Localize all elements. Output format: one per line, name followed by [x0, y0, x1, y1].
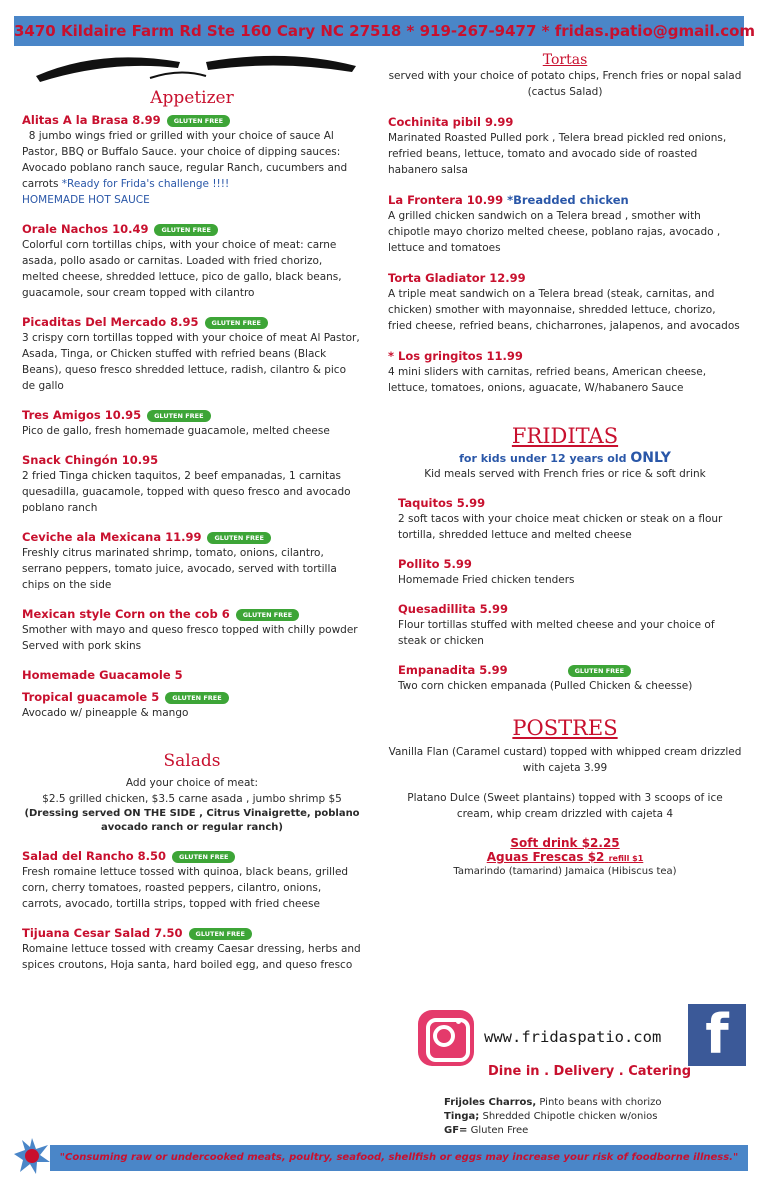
tortas-title: Tortas	[542, 52, 588, 68]
gluten-free-badge: GLUTEN FREE	[207, 532, 270, 544]
soft-drink-price: Soft drink $2.25	[510, 836, 620, 850]
menu-item	[22, 667, 362, 683]
menu-item	[22, 689, 362, 721]
item-name: Torta Gladiator 12.99	[388, 271, 526, 285]
right-column	[388, 52, 742, 880]
menu-item	[22, 452, 362, 516]
menu-item	[22, 221, 362, 301]
salads-prices: $2.5 grilled chicken, $3.5 carne asada , jumbo shrimp $5	[42, 793, 342, 805]
appetizer-title: Appetizer	[150, 88, 234, 108]
item-name: Taquitos 5.99	[398, 496, 486, 510]
menu-item	[388, 348, 742, 396]
item-name: Snack Chingón 10.95	[22, 453, 159, 467]
item-name: Cochinita pibil 9.99	[388, 115, 514, 129]
item-desc: 3 crispy corn tortillas topped with your choice of meat Al Pastor, Asada, Tinga, or Chicken stuffed with refried beans (Black Beans), queso fresco shredded lettuce, radish, cilantro & pico de gallo	[22, 332, 360, 392]
menu-item	[22, 848, 362, 912]
legend-row: Frijoles Charros, Pinto beans with chorizo	[444, 1097, 662, 1108]
gluten-free-badge: GLUTEN FREE	[236, 609, 299, 621]
friditas-intro: Kid meals served with French fries or rice & soft drink	[424, 468, 706, 480]
item-desc: Romaine lettuce tossed with creamy Caesar dressing, herbs and spices croutons, Hoja santa, hard boiled egg, and queso fresco	[22, 943, 361, 971]
item-name: Ceviche ala Mexicana 11.99 GLUTEN FREE	[22, 529, 362, 545]
gluten-free-badge: GLUTEN FREE	[172, 851, 235, 863]
instagram-icon[interactable]	[418, 1010, 474, 1066]
gluten-free-badge: GLUTEN FREE	[205, 317, 268, 329]
aguas-flavors: Tamarindo (tamarind) Jamaica (Hibiscus tea)	[453, 866, 677, 877]
item-name: Salad del Rancho 8.50 GLUTEN FREE	[22, 848, 362, 864]
gluten-free-badge: GLUTEN FREE	[154, 224, 217, 236]
menu-item	[22, 529, 362, 593]
menu-item	[388, 270, 742, 334]
menu-item	[22, 606, 362, 654]
item-desc: Fresh romaine lettuce tossed with quinoa, black beans, grilled corn, cherry tomatoes, roasted peppers, cilantro, onions, carrots, avocado, tortilla strips, topped with fried cheese	[22, 866, 349, 910]
legend	[444, 1096, 661, 1138]
salads-dressing-note: (Dressing served ON THE SIDE , Citrus Vinaigrette, poblano avocado ranch or regular ranch)	[24, 808, 360, 833]
item-name: Homemade Guacamole 5	[22, 668, 183, 682]
item-name: Tijuana Cesar Salad 7.50 GLUTEN FREE	[22, 925, 362, 941]
item-desc: 4 mini sliders with carnitas, refried beans, American cheese, lettuce, tomatoes, onions, aguacate, W/habanero Sauce	[388, 366, 707, 394]
item-name: Mexican style Corn on the cob 6 GLUTEN FREE	[22, 606, 362, 622]
item-desc: Freshly citrus marinated shrimp, tomato, onions, cilantro, serrano peppers, tomato juice, avocado, served with tortilla chips on the side	[22, 547, 337, 591]
item-name: Empanadita 5.99 GLUTEN FREE	[398, 662, 742, 678]
legend-row: GF= Gluten Free	[444, 1125, 529, 1136]
menu-item	[398, 556, 742, 588]
item-name: Alitas A la Brasa 8.99 GLUTEN FREE	[22, 112, 362, 128]
item-name: * Los gringitos 11.99	[388, 349, 523, 363]
item-desc: Homemade Fried chicken tenders	[398, 574, 575, 586]
services-line: Dine in . Delivery . Catering	[488, 1064, 692, 1079]
gluten-free-badge: GLUTEN FREE	[147, 410, 210, 422]
item-name: Picaditas Del Mercado 8.95 GLUTEN FREE	[22, 314, 362, 330]
item-name: Orale Nachos 10.49 GLUTEN FREE	[22, 221, 362, 237]
menu-item	[398, 601, 742, 649]
starburst-icon	[14, 1138, 50, 1174]
salads-title: Salads	[163, 751, 221, 771]
item-desc: 8 jumbo wings fried or grilled with your choice of sauce Al Pastor, BBQ or Buffalo Sauce. your choice of dipping sauces: Avocado poblano ranch sauce, regular Ranch, cucumbers and carrots *Ready for Frida's challenge !!!!	[22, 130, 348, 190]
eyebrows-decoration-icon	[30, 46, 360, 88]
item-desc: Flour tortillas stuffed with melted cheese and your choice of steak or chicken	[398, 619, 715, 647]
item-desc: Smother with mayo and queso fresco topped with chilly powder Served with pork skins	[22, 624, 358, 652]
friditas-title: FRIDITAS	[511, 424, 619, 448]
breaded-chicken-tag: *Breadded chicken	[507, 193, 629, 207]
item-desc: Two corn chicken empanada (Pulled Chicken & cheesse)	[398, 680, 693, 692]
item-desc: A triple meat sandwich on a Telera bread (steak, carnitas, and chicken) smother with mayonnaise, shredded lettuce, chorizo, fried cheese, refried beans, chicharrones, jalapenos, and avocados	[388, 288, 740, 332]
gluten-free-badge: GLUTEN FREE	[165, 692, 228, 704]
gluten-free-badge: GLUTEN FREE	[568, 665, 631, 677]
header-banner: 3470 Kildaire Farm Rd Ste 160 Cary NC 27518 * 919-267-9477 * fridas.patio@gmail.com	[14, 16, 744, 46]
item-desc: Colorful corn tortillas chips, with your choice of meat: carne asada, pollo asado or carnitas. Loaded with fried chorizo, melted cheese, shredded lettuce, pico de gallo, black beans, guacamole, sour cream topped with cilantro	[22, 239, 342, 299]
tortas-intro: served with your choice of potato chips, French fries or nopal salad (cactus Salad)	[388, 70, 742, 98]
gluten-free-badge: GLUTEN FREE	[167, 115, 230, 127]
item-desc: A grilled chicken sandwich on a Telera bread , smother with chipotle mayo chorizo melted cheese, poblano rajas, avocado , lettuce and tomatoes	[388, 210, 721, 254]
aguas-frescas-price: Aguas Frescas $2 refill $1	[486, 850, 644, 864]
item-name: La Frontera 10.99 *Breadded chicken	[388, 193, 629, 207]
menu-item	[22, 407, 362, 439]
legend-row: Tinga; Shredded Chipotle chicken w/onios	[444, 1111, 658, 1122]
dessert-item: Platano Dulce (Sweet plantains) topped with 3 scoops of ice cream, whip cream drizzled with cajeta 4	[407, 792, 723, 820]
gluten-free-badge: GLUTEN FREE	[189, 928, 252, 940]
menu-item	[398, 662, 742, 694]
salads-intro: Add your choice of meat:	[125, 777, 259, 789]
item-desc: 2 soft tacos with your choice meat chicken or steak on a flour tortilla, shredded lettuce and melted cheese	[398, 513, 723, 541]
item-name: Tropical guacamole 5 GLUTEN FREE	[22, 689, 362, 705]
health-warning-footer: "Consuming raw or undercooked meats, poultry, seafood, shellfish or eggs may increase your risk of foodborne illness."	[50, 1145, 748, 1171]
item-desc: 2 fried Tinga chicken taquitos, 2 beef empanadas, 1 carnitas quesadilla, guacamole, topped with queso fresco and avocado poblano ranch	[22, 470, 351, 514]
left-column	[22, 88, 362, 973]
menu-item	[398, 495, 742, 543]
item-desc: Marinated Roasted Pulled pork , Telera bread pickled red onions, refried beans, lettuce, tomato and avocado side of roasted habanero salsa	[388, 132, 727, 176]
menu-item	[388, 192, 742, 256]
item-desc: Avocado w/ pineapple & mango	[22, 707, 189, 719]
website-link[interactable]: www.fridaspatio.com	[484, 1028, 662, 1046]
postres-title: POSTRES	[512, 716, 618, 740]
menu-item	[22, 314, 362, 394]
friditas-subtitle: for kids under 12 years old ONLY	[459, 450, 671, 466]
facebook-icon[interactable]: f	[688, 1004, 746, 1066]
hot-sauce-note: HOMEMADE HOT SAUCE	[22, 194, 150, 206]
menu-item	[22, 112, 362, 208]
menu-item	[22, 925, 362, 973]
item-name: Tres Amigos 10.95 GLUTEN FREE	[22, 407, 362, 423]
menu-item	[388, 114, 742, 178]
item-name: Quesadillita 5.99	[398, 602, 509, 616]
dessert-item: Vanilla Flan (Caramel custard) topped with whipped cream drizzled with cajeta 3.99	[388, 746, 742, 774]
item-name: Pollito 5.99	[398, 557, 472, 571]
item-desc: Pico de gallo, fresh homemade guacamole, melted cheese	[22, 425, 330, 437]
